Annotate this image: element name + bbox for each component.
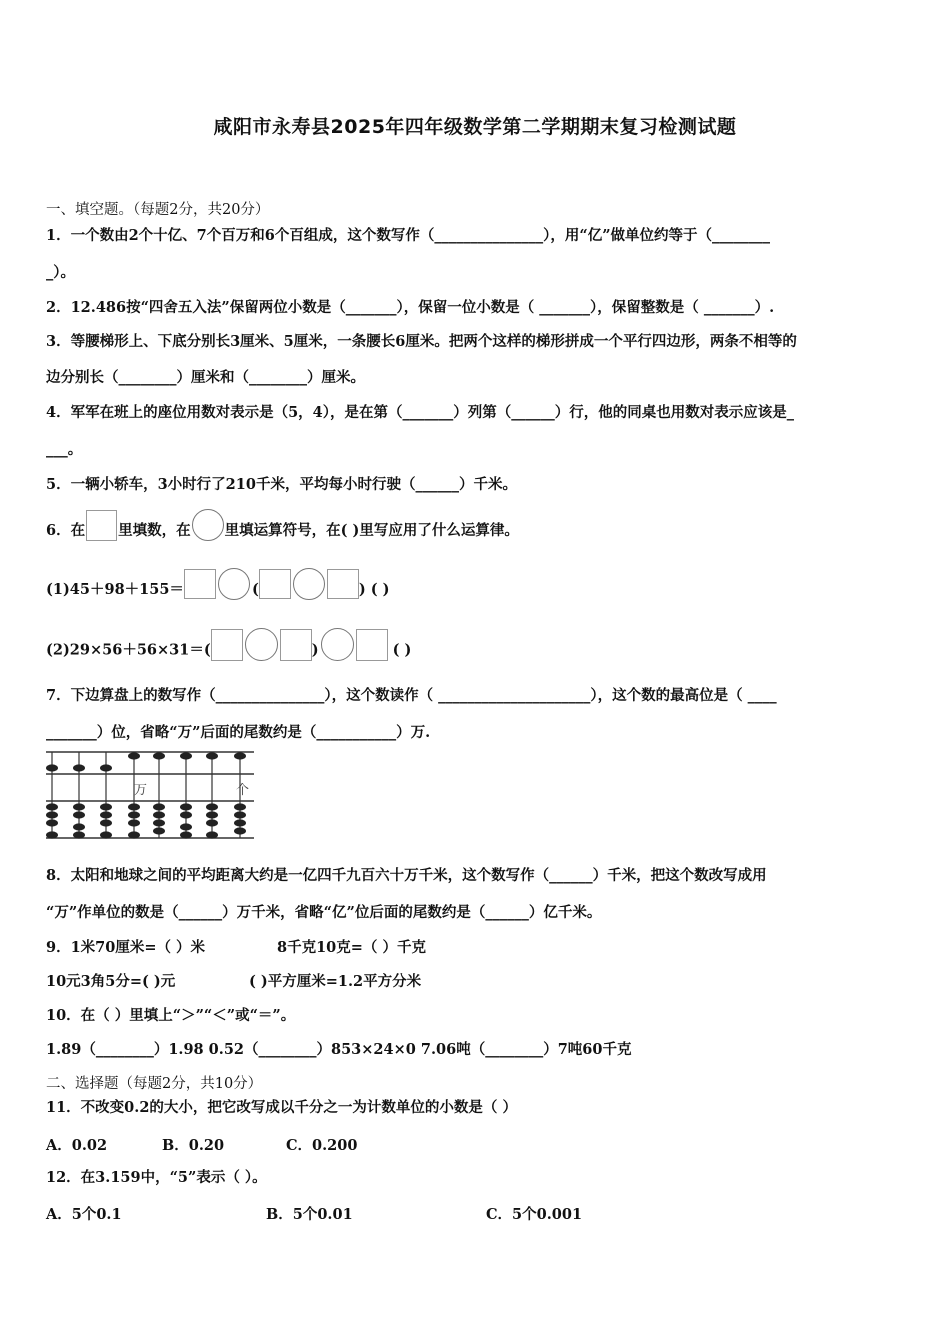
question-6-part-2: 里填数，在 — [118, 522, 191, 539]
question-12-option-a[interactable]: A．5个0.1 — [46, 1206, 122, 1223]
abacus-lower-bead — [46, 811, 58, 818]
abacus-lower-bead — [153, 827, 165, 834]
abacus-lower-bead — [234, 803, 246, 810]
abacus-lower-bead — [100, 831, 112, 838]
abacus-lower-bead — [128, 831, 140, 838]
question-6-sub-1 — [46, 580, 390, 600]
question-12-option-b[interactable]: B．5个0.01 — [266, 1206, 353, 1223]
abacus-lower-bead — [206, 831, 218, 838]
abacus-upper-bead — [180, 752, 192, 759]
answer-box-icon[interactable] — [259, 569, 291, 599]
question-6-sub-2 — [46, 640, 411, 661]
abacus-lower-bead — [234, 827, 246, 834]
question-8-line-1: 8．太阳和地球之间的平均距离大约是一亿四千九百六十万千米，这个数写作（______）千米，把这个数改写成用 — [46, 867, 767, 884]
question-10-line-2: 1.89（________）1.98 0.52（________）853×24×0 7.06吨（________）7吨60千克 — [46, 1041, 632, 1058]
operator-circle-icon[interactable] — [321, 628, 354, 661]
question-2: 2．12.486按“四舍五入法”保留两位小数是（_______），保留一位小数是（ _______），保留整数是（ _______）. — [46, 299, 775, 316]
abacus-lower-bead — [180, 823, 192, 830]
section-multiple-choice: 二、选择题（每题2分，共10分） — [46, 1076, 263, 1092]
abacus-lower-bead — [100, 811, 112, 818]
answer-box-icon[interactable] — [327, 569, 359, 599]
abacus-lower-bead — [153, 803, 165, 810]
abacus-label-ge: 个 — [236, 783, 250, 798]
operator-circle-icon[interactable] — [192, 509, 224, 541]
question-6 — [46, 521, 519, 541]
answer-box-icon[interactable] — [211, 629, 243, 661]
abacus-lower-bead — [206, 819, 218, 826]
abacus-lower-bead — [128, 803, 140, 810]
question-11-option-a[interactable]: A．0.02 — [46, 1137, 108, 1154]
abacus-lower-bead — [128, 819, 140, 826]
question-4-line-2: ___。 — [46, 441, 83, 458]
abacus-figure — [44, 750, 256, 840]
sub-1-expression: (1)45＋98＋155＝ — [46, 581, 184, 598]
question-4-line-1: 4．军军在班上的座位用数对表示是（5，4），是在第（_______）列第（______）行，他的同桌也用数对表示应该是_ — [46, 404, 795, 421]
abacus-lower-bead — [46, 831, 58, 838]
answer-box-icon[interactable] — [184, 569, 216, 599]
sub-2-law-blank[interactable]: ( ) — [392, 641, 412, 659]
question-8-line-2: “万”作单位的数是（______）万千米，省略“亿”位后面的尾数约是（______）亿千米。 — [46, 904, 602, 921]
abacus-lower-bead — [234, 811, 246, 818]
question-11: 11．不改变0.2的大小，把它改写成以千分之一为计数单位的小数是（ ） — [46, 1099, 517, 1116]
question-11-option-b[interactable]: B．0.20 — [162, 1137, 225, 1154]
abacus-upper-bead — [234, 752, 246, 759]
question-12: 12．在3.159中，“5”表示（ ）。 — [46, 1169, 267, 1186]
abacus-lower-bead — [180, 831, 192, 838]
abacus-lower-bead — [73, 823, 85, 830]
abacus-lower-bead — [100, 819, 112, 826]
question-6-part-1: 6．在 — [46, 522, 86, 539]
abacus-lower-bead — [73, 831, 85, 838]
section-fill-in-blank: 一、填空题。（每题2分，共20分） — [46, 202, 270, 218]
abacus-lower-bead — [46, 803, 58, 810]
abacus-lower-bead — [180, 811, 192, 818]
question-3-line-1: 3．等腰梯形上、下底分别长3厘米、5厘米，一条腰长6厘米。把两个这样的梯形拼成一个平行四边形，两条不相等的 — [46, 333, 797, 350]
abacus-upper-bead — [100, 764, 112, 771]
sub-1-close-paren: ) — [358, 581, 366, 598]
operator-circle-icon[interactable] — [245, 628, 278, 661]
operator-circle-icon[interactable] — [218, 568, 250, 600]
abacus-lower-bead — [180, 803, 192, 810]
abacus-upper-bead — [206, 752, 218, 759]
abacus-upper-bead — [128, 752, 140, 759]
sub-1-open-paren: ( — [251, 581, 259, 598]
abacus-lower-bead — [100, 803, 112, 810]
abacus-lower-bead — [234, 819, 246, 826]
abacus-lower-bead — [73, 811, 85, 818]
abacus-lower-bead — [206, 803, 218, 810]
abacus-upper-bead — [153, 752, 165, 759]
page-title: 咸阳市永寿县2025年四年级数学第二学期期末复习检测试题 — [213, 116, 737, 138]
question-1-line-2: _）。 — [46, 264, 75, 281]
question-10-line-1: 10．在（ ）里填上“＞”“＜”或“＝”。 — [46, 1007, 296, 1024]
abacus-lower-bead — [46, 819, 58, 826]
question-6-part-3: 里填运算符号，在( )里写应用了什么运算律。 — [224, 522, 519, 539]
question-11-option-c[interactable]: C．0.200 — [286, 1137, 358, 1154]
abacus-upper-bead — [73, 764, 85, 771]
answer-box-icon[interactable] — [86, 510, 117, 541]
question-9-a: 9．1米70厘米=（ ）米 — [46, 939, 206, 956]
abacus-upper-bead — [46, 764, 58, 771]
abacus-lower-bead — [128, 811, 140, 818]
abacus-lower-bead — [73, 803, 85, 810]
question-9-c: 10元3角5分=( )元 — [46, 973, 176, 990]
question-9-d: ( )平方厘米=1.2平方分米 — [249, 973, 422, 990]
abacus-lower-bead — [153, 811, 165, 818]
question-12-option-c[interactable]: C．5个0.001 — [486, 1206, 583, 1223]
question-7-line-1: 7．下边算盘上的数写作（_______________），这个数读作（ _____________________），这个数的最高位是（ ____ — [46, 687, 777, 704]
question-7-line-2: _______）位，省略“万”后面的尾数约是（___________）万. — [46, 724, 431, 741]
abacus-lower-bead — [206, 811, 218, 818]
answer-box-icon[interactable] — [356, 629, 388, 661]
sub-2-expression: (2)29×56＋56×31＝( — [46, 641, 211, 659]
answer-box-icon[interactable] — [280, 629, 312, 661]
abacus-lower-bead — [153, 819, 165, 826]
sub-2-close-paren: ) — [311, 641, 319, 659]
sub-1-law-blank[interactable]: ( ) — [370, 581, 390, 598]
operator-circle-icon[interactable] — [293, 568, 325, 600]
question-9-b: 8千克10克=（ ）千克 — [277, 939, 426, 956]
question-1-line-1: 1．一个数由2个十亿、7个百万和6个百组成，这个数写作（_______________），用“亿”做单位约等于（________ — [46, 227, 771, 244]
abacus-label-wan: 万 — [134, 783, 148, 798]
question-3-line-2: 边分别长（________）厘米和（________）厘米。 — [46, 369, 365, 386]
question-5: 5．一辆小轿车，3小时行了210千米，平均每小时行驶（______）千米。 — [46, 476, 517, 493]
